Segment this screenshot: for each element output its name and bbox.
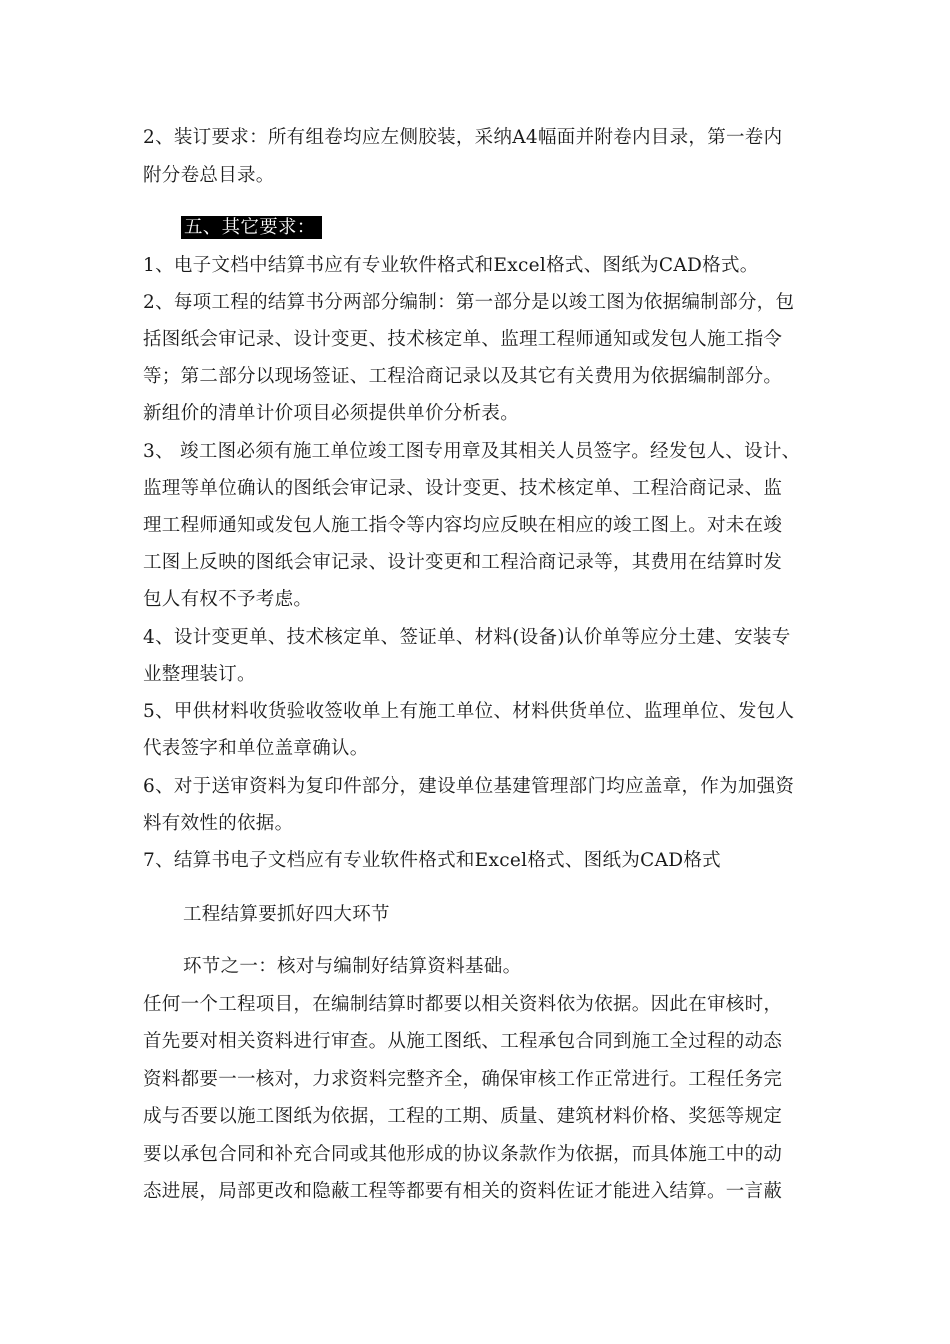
text-line: 首先要对相关资料进行审查。从施工图纸、工程承包合同到施工全过程的动态 bbox=[143, 1031, 783, 1052]
text-line: 2、装订要求：所有组卷均应左侧胶装，采纳A4幅面并附卷内目录，第一卷内 bbox=[143, 127, 783, 148]
text-line: 等；第二部分以现场签证、工程洽商记录以及其它有关费用为依据编制部分。 bbox=[143, 366, 783, 387]
text-line: 6、对于送审资料为复印件部分，建设单位基建管理部门均应盖章，作为加强资 bbox=[143, 776, 795, 797]
text-line: 4、设计变更单、技术核定单、签证单、材料(设备)认价单等应分土建、安装专 bbox=[143, 627, 791, 648]
text-line: 附分卷总目录。 bbox=[143, 165, 275, 186]
text-line: 2、每项工程的结算书分两部分编制：第一部分是以竣工图为依据编制部分，包 bbox=[143, 292, 795, 313]
text-line: 3、 竣工图必须有施工单位竣工图专用章及其相关人员签字。经发包人、设计、 bbox=[143, 441, 801, 462]
text-line: 业整理装订。 bbox=[143, 664, 256, 685]
text-line: 括图纸会审记录、设计变更、技术核定单、监理工程师通知或发包人施工指令 bbox=[143, 329, 783, 350]
text-line: 监理等单位确认的图纸会审记录、设计变更、技术核定单、工程洽商记录、监 bbox=[143, 478, 783, 499]
section-heading: 工程结算要抓好四大环节 bbox=[183, 904, 390, 925]
text-line: 7、结算书电子文档应有专业软件格式和Excel格式、图纸为CAD格式 bbox=[143, 850, 721, 871]
text-line: 包人有权不予考虑。 bbox=[143, 589, 313, 610]
text-line: 新组价的清单计价项目必须提供单价分析表。 bbox=[143, 403, 520, 424]
text-line: 任何一个工程项目，在编制结算时都要以相关资料依为依据。因此在审核时， bbox=[143, 994, 783, 1015]
text-line: 1、电子文档中结算书应有专业软件格式和Excel格式、图纸为CAD格式。 bbox=[143, 255, 759, 276]
text-line: 理工程师通知或发包人施工指令等内容均应反映在相应的竣工图上。对未在竣 bbox=[143, 515, 783, 536]
section-heading bbox=[181, 216, 322, 240]
text-line: 态进展，局部更改和隐蔽工程等都要有相关的资料佐证才能进入结算。一言蔽 bbox=[143, 1181, 783, 1202]
text-line: 要以承包合同和补充合同或其他形成的协议条款作为依据，而具体施工中的动 bbox=[143, 1144, 783, 1165]
text-line: 代表签字和单位盖章确认。 bbox=[143, 738, 369, 759]
text-line: 工图上反映的图纸会审记录、设计变更和工程洽商记录等，其费用在结算时发 bbox=[143, 552, 783, 573]
subsection-heading: 环节之一：核对与编制好结算资料基础。 bbox=[183, 956, 522, 977]
text-line: 料有效性的依据。 bbox=[143, 813, 294, 834]
text-line: 5、甲供材料收货验收签收单上有施工单位、材料供货单位、监理单位、发包人 bbox=[143, 701, 795, 722]
text-line: 成与否要以施工图纸为依据，工程的工期、质量、建筑材料价格、奖惩等规定 bbox=[143, 1106, 783, 1127]
text-line: 资料都要一一核对，力求资料完整齐全，确保审核工作正常进行。工程任务完 bbox=[143, 1069, 783, 1090]
highlighted-heading: 五、其它要求： bbox=[181, 216, 322, 239]
